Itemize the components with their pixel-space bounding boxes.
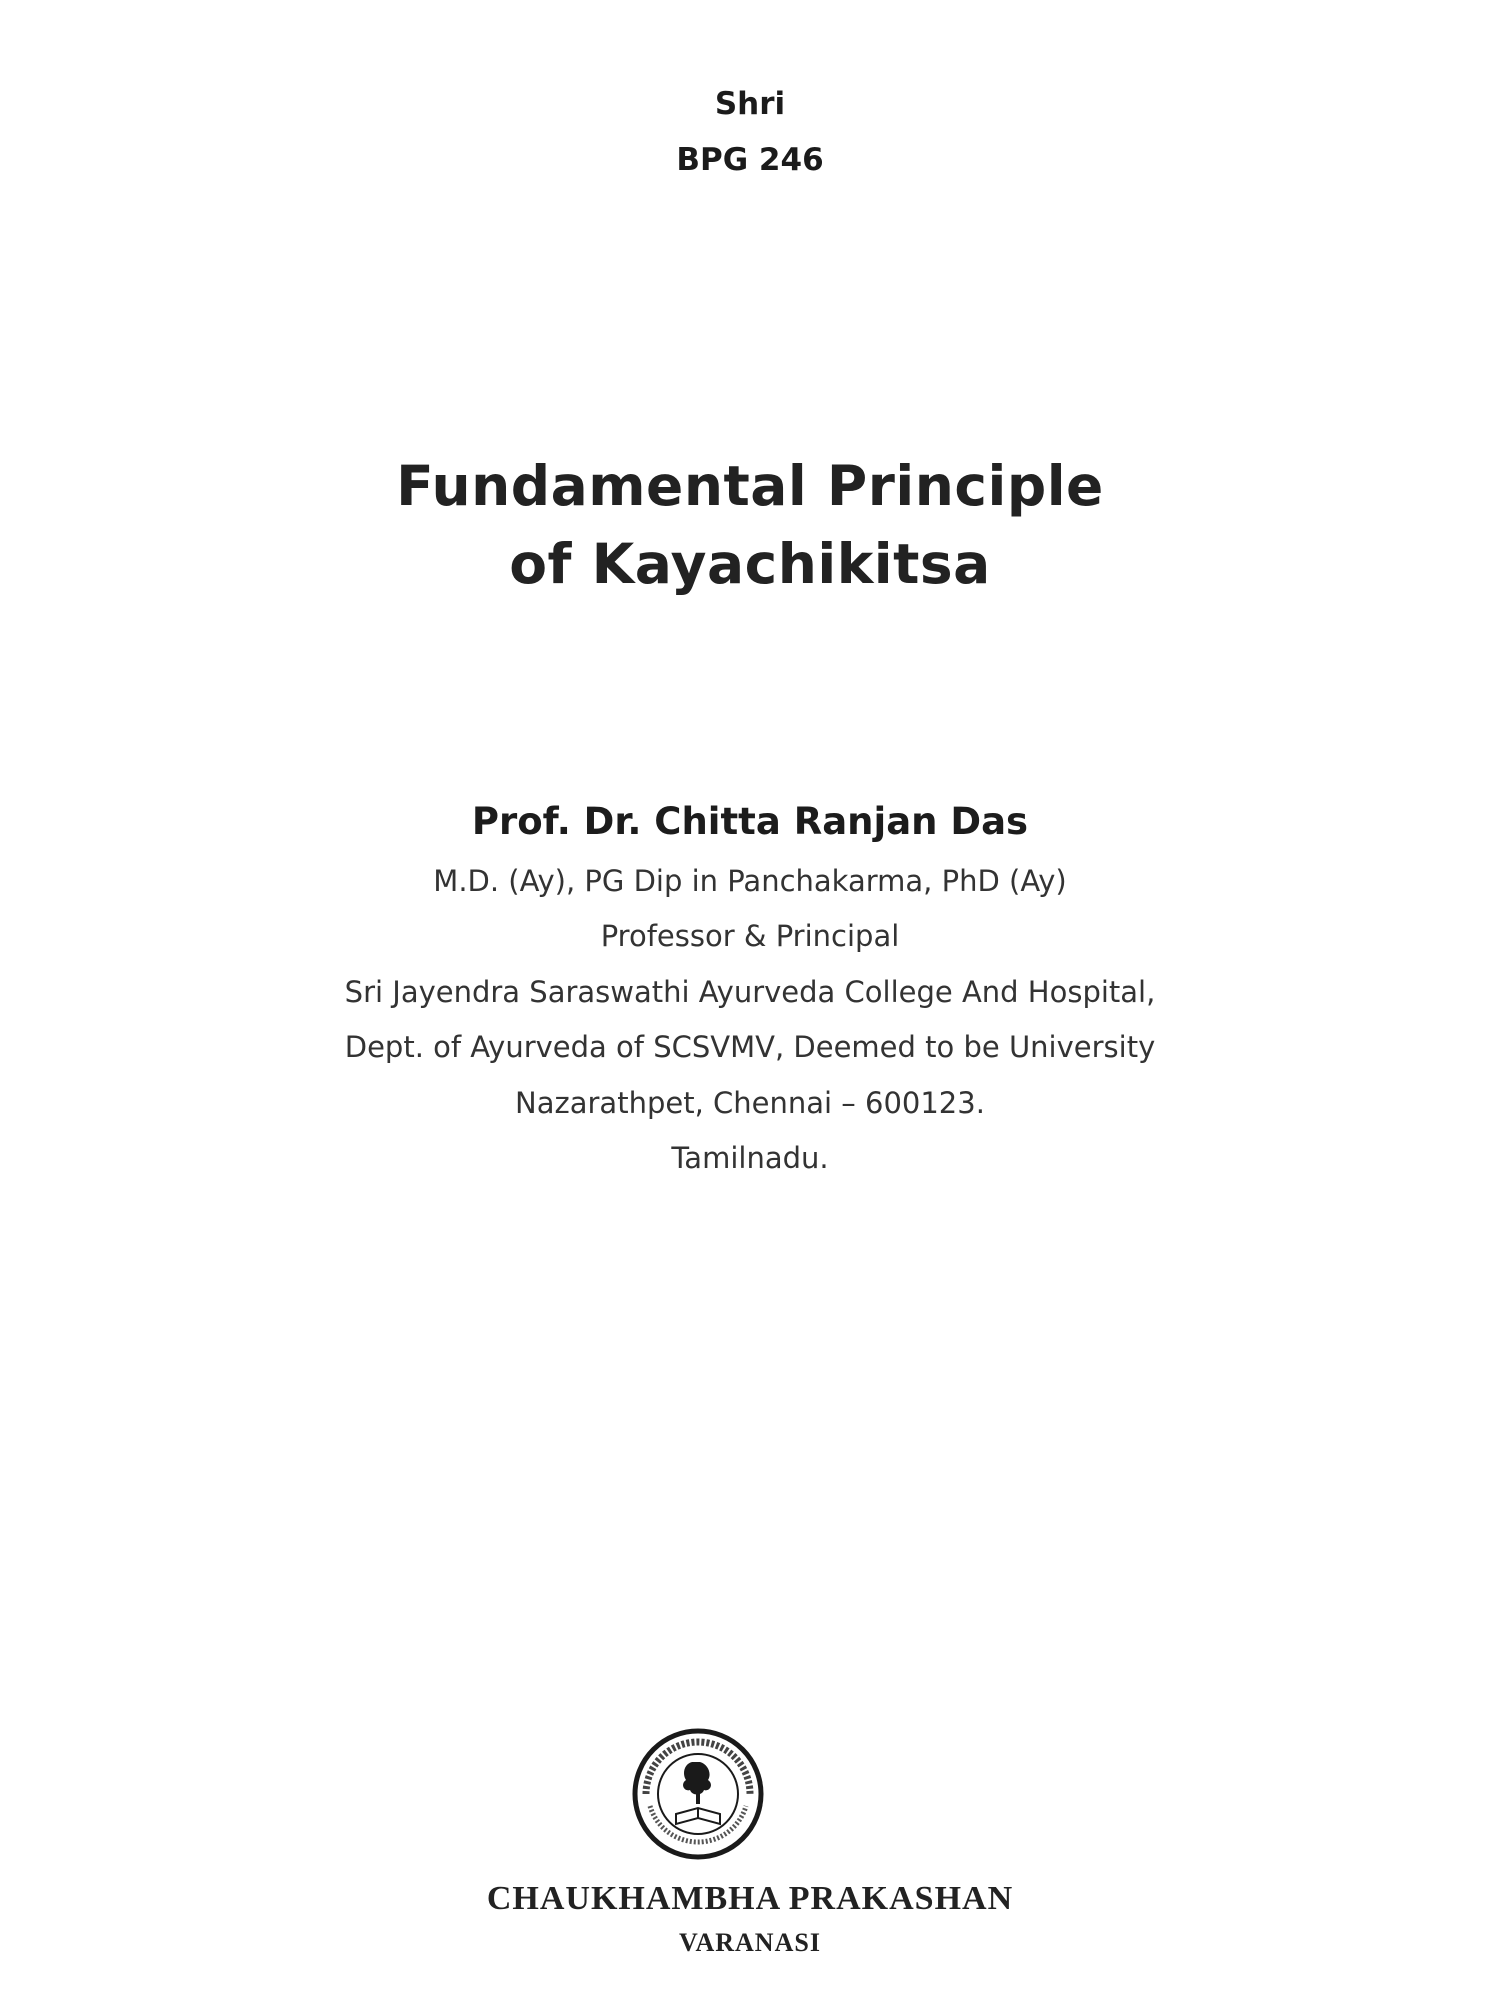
author-state: Tamilnadu. [671, 1141, 829, 1175]
publisher-seal-icon [632, 1728, 764, 1860]
author-designation: Professor & Principal [600, 919, 900, 953]
publisher-name: CHAUKHAMBHA PRAKASHAN [486, 1880, 1014, 1917]
author-name: Prof. Dr. Chitta Ranjan Das [471, 800, 1029, 843]
publisher-city: VARANASI [679, 1928, 821, 1957]
author-qualifications: M.D. (Ay), PG Dip in Panchakarma, PhD (Ay) [433, 864, 1067, 898]
book-title-line-2: of Kayachikitsa [509, 532, 991, 596]
series-code: BPG 246 [676, 142, 824, 178]
series-prefix: Shri [714, 86, 786, 122]
author-institution: Sri Jayendra Saraswathi Ayurveda College And Hospital, [344, 975, 1156, 1009]
book-title-line-1: Fundamental Principle [396, 454, 1104, 518]
author-address: Nazarathpet, Chennai – 600123. [515, 1086, 985, 1120]
author-department: Dept. of Ayurveda of SCSVMV, Deemed to be University [344, 1030, 1156, 1064]
